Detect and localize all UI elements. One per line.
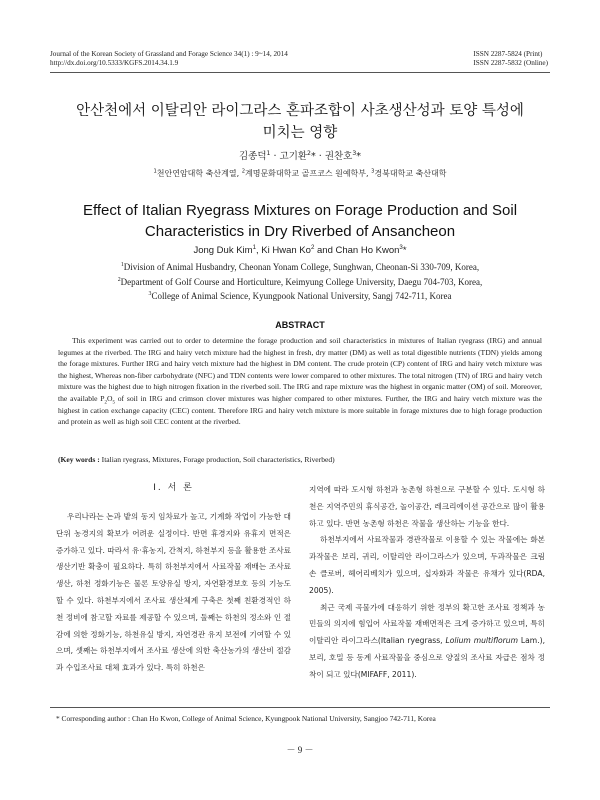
english-affil-1: Division of Animal Husbandry, Cheonan Yonam College, Sunghwan, Cheonan-Si 330-709, Korea, — [123, 262, 480, 272]
affil-mark-3: 3 — [371, 168, 375, 175]
affil-mark-2: 2 — [307, 149, 311, 157]
affil-mark-3: 3 — [352, 149, 357, 157]
keywords-label: (Key words : — [58, 455, 100, 464]
author-separator: · — [318, 151, 322, 162]
affil-mark-2: 2 — [310, 243, 315, 251]
affil-mark-2: 2 — [117, 276, 121, 283]
paragraph: 최근 국제 곡물가에 대응하기 위한 정부의 확고한 조사료 정책과 농민들의 의지에 힘입어 사료작물 재배면적은 크게 증가하고 있으며, 특히 이탈리안 라이그라스(Italian ryegrass, Lolium multiflorum Lam.), 보리, 호밀 등 동계 사료작물을 중심으로 양질의 조사료 자급은 점차 정착이 되고 있다(MIFAFF, 2011). — [309, 602, 545, 679]
english-affil-3: College of Animal Science, Kyungpook National University, Sangj 742-711, Korea — [151, 291, 452, 301]
paragraph: 하천부지에서 사료작물과 경관작물로 이용할 수 있는 작물에는 화본과작물은 보리, 귀리, 이탈리안 라이그라스가 있으며, 두과작물은 크림손 클로버, 헤어리베치가 있으며, 십자화과 작물은 유채가 있다(RDA, 2005). — [309, 535, 545, 595]
issn-online: ISSN 2287-5832 (Online) — [473, 59, 548, 67]
korean-author-2: 고기환 — [279, 151, 308, 162]
english-authors: Jong Duk Kim$^1$, Ki Hwan Ko$^2$ and Chan Ho Kwon$^3$* — [193, 243, 407, 256]
author-separator: · — [273, 151, 277, 162]
korean-title-line2: 미치는 영향 — [262, 125, 338, 141]
korean-author-1: 김종덕 — [238, 151, 267, 162]
english-author-3: and Chan Ho Kwon — [317, 245, 400, 256]
korean-affil-3: 경북대학교 축산대학 — [374, 169, 447, 178]
english-affil-2: Department of Golf Course and Horticulture, Keimyung College University, Daegu 704-703, Korea, — [120, 276, 483, 287]
affil-mark-1: 1 — [120, 262, 124, 268]
korean-author-3: 권찬호 — [324, 151, 353, 162]
korean-title-line1: 안산천에서 이탈리안 라이그라스 혼파조합이 사초생산성과 토양 특성에 — [76, 103, 524, 119]
affil-mark-1: 1 — [153, 168, 157, 175]
issn-print: ISSN 2287-5824 (Print) — [473, 50, 543, 58]
section-heading-introduction: Ⅰ. 서 론 — [153, 483, 194, 493]
korean-title — [40, 100, 560, 144]
footnote-rule — [50, 707, 550, 708]
korean-affil-2: 계명문화대학교 골프코스 원예학부, — [245, 169, 369, 178]
asterisk-mark: * — [402, 245, 407, 256]
abstract-heading: ABSTRACT — [275, 320, 325, 330]
paragraph: 우리나라는 논과 밭의 동지 임차료가 높고, 기계화 작업이 가능한 대단위 농경지의 확보가 어려운 실정이다. 반면 휴경지와 유휴지 면적은 증가하고 있다. 따라서 유·휴농지, 간척지, 하천부지 등을 활용한 조사료 생산기반 확충이 필요하다. 특히 하천부지에서 사료작물 재배는 조사료 생산, 하천 정화기능은 물론 토양유실 방지, 자연환경보호 등의 기능도 할 수 있다. 하천부지에서 조사료 생산체계 구축은 첫째 친환경적인 하천 정비에 참고할 자료를 제공할 수 있으며, 둘째는 하천의 정소와 인 절감에 의한 정화기능, 하천유실 방지, 자연경관 유지 보전에 기여할 수 있으며, 셋째는 하천부지에서 조사료 생산에 의한 축산농가의 생산비 절감과 수입조사료 대체 효과가 있다. 특히 하천은 — [56, 512, 291, 673]
body-column-right — [309, 482, 545, 684]
affil-mark-3: 3 — [148, 291, 152, 297]
korean-affil-1: 천안연암대학 축산계열, — [156, 169, 240, 178]
korean-affiliations — [40, 168, 560, 179]
asterisk-mark: * — [356, 151, 362, 162]
journal-header-left — [50, 50, 288, 68]
english-author-2: Ki Hwan Ko — [261, 245, 311, 256]
asterisk-mark: * — [310, 151, 316, 162]
english-affiliations — [40, 260, 560, 304]
page-number: － 9 － — [286, 745, 314, 755]
abstract-body: This experiment was carried out to order to determine the forage production and soil characteristics in mixtures of Italian ryegrass (IRG) and annual legumes at the riverbed. The IRG and hairy vetch mixture had the highest in fresh, dry matter (DM) as well as total digestible nutrients (TDN) yields among the forage mixtures. Further IRG and hairy vetch mixture had the highest in DM content. The crude protein (CP) content of IRG and hairy vetch mixture was the highest, Whereas non-fiber carbohydrate (NFC) and TDN contents were lower compared to other mixtures. The total nitrogen (TN) of IRG and hairy vetch mixture was the highest due to high nitrogen fixation in the riverbed soil. The IRG and rape mixture was the highest in organic matter (OM) of soil. Moreover, the available $P_2O_5$ of soil in IRG and crimson clover mixtures was higher compared to other mixtures. Further, the IRG and hairy vetch mixture was the highest in cation exchange capacity (CEC) content. Therefore IRG and hairy vetch mixture is more suitable in forage mixtures due to high forage production and protein as well as high soil CEC content at the riverbed. — [58, 336, 542, 427]
species-name: Lolium multiflorum — [445, 636, 518, 646]
english-title-line2: Characteristics in Dry Riverbed of Ansancheon — [144, 223, 456, 240]
english-author-1: Jong Duk Kim — [193, 245, 253, 256]
journal-header-right — [473, 50, 548, 68]
header-rule — [50, 72, 550, 73]
affil-mark-2: 2 — [241, 168, 245, 175]
journal-citation: Journal of the Korean Society of Grassland and Forage Science 34(1) : 9~14, 2014 — [50, 50, 288, 58]
korean-authors — [40, 148, 560, 162]
english-title — [40, 200, 560, 242]
body-column-left — [56, 480, 291, 677]
paragraph: 지역에 따라 도시형 하천과 농촌형 하천으로 구분할 수 있다. 도시형 하천은 지역주민의 휴식공간, 놀이공간, 레크리에이션 공간으로 많이 활용하고 있다. 반면 농촌형 하천은 작물을 생산하는 기능을 한다. — [309, 485, 545, 528]
keywords-text: Italian ryegrass, Mixtures, Forage production, Soil characteristics, Riverbed) — [101, 455, 335, 464]
corresponding-author-footnote: * Corresponding author : Chan Ho Kwon, College of Animal Science, Kyungpook National University, Sangjoo 742-711, Korea — [56, 714, 436, 723]
journal-doi[interactable]: http://dx.doi.org/10.5333/KGFS.2014.34.1.9 — [50, 59, 179, 67]
english-title-line1: Effect of Italian Ryegrass Mixtures on Forage Production and Soil — [82, 202, 518, 219]
affil-mark-1: 1 — [252, 243, 257, 251]
affil-mark-1: 1 — [266, 149, 271, 157]
keywords — [58, 455, 542, 464]
affil-mark-3: 3 — [399, 243, 403, 251]
